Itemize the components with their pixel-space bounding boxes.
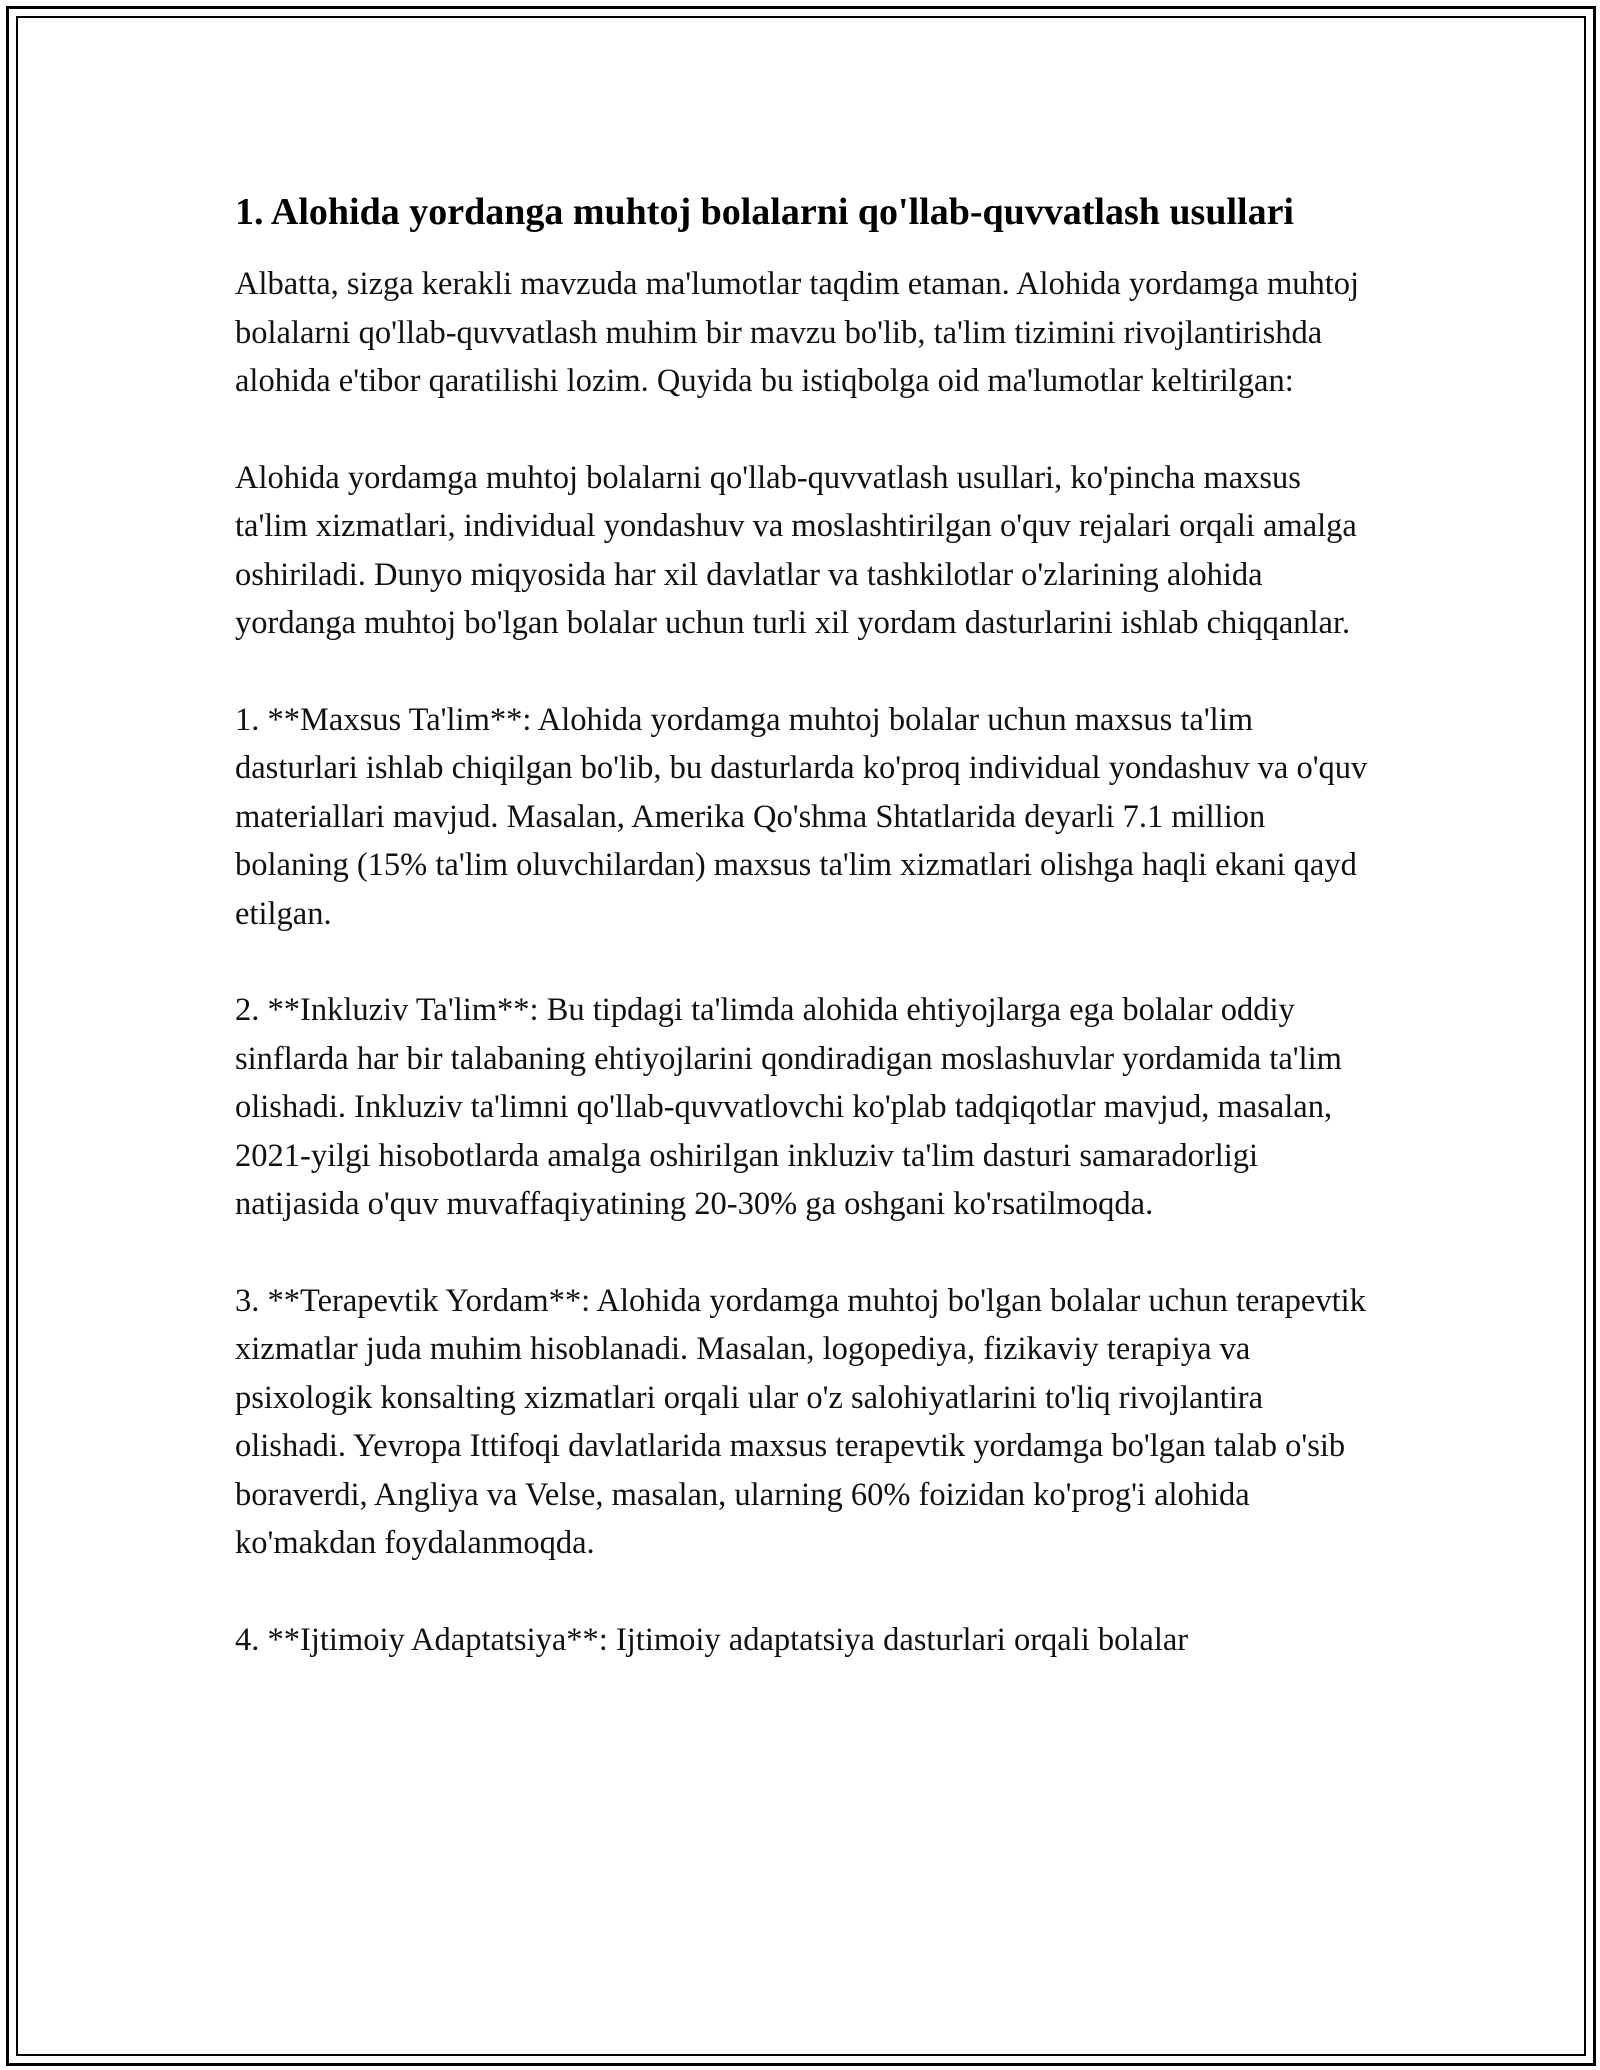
paragraph-item-1: 1. **Maxsus Ta'lim**: Alohida yordamga muhtoj bolalar uchun maxsus ta'lim dasturlari ishlab chiqilgan bo'lib, bu dasturlarda ko'proq individual yondashuv va o'quv materiallari mavjud. Masalan, Amerika Qo'shma Shtatlarida deyarli 7.1 million bolaning (15% ta'lim oluvchilardan) maxsus ta'lim xizmatlari olishga haqli ekani qayd etilgan. xyxy=(235,701,1368,932)
paragraph-overview: Alohida yordamga muhtoj bolalarni qo'llab-quvvatlash usullari, ko'pincha maxsus ta'lim xizmatlari, individual yondashuv va moslashtirilgan o'quv rejalari orqali amalga oshiriladi. Dunyo miqyosida har xil davlatlar va tashkilotlar o'zlarining alohida yordanga muhtoj bo'lgan bolalar uchun turli xil yordam dasturlarini ishlab chiqqanlar. xyxy=(235,459,1357,641)
document-title: 1. Alohida yordanga muhtoj bolalarni qo'llab-quvvatlash usullari xyxy=(235,191,1294,233)
paragraph-item-2: 2. **Inkluziv Ta'lim**: Bu tipdagi ta'limda alohida ehtiyojlarga ega bolalar oddiy sinflarda har bir talabaning ehtiyojlarini qondiradigan moslashuvlar yordamida ta'lim olishadi. Inkluziv ta'limni qo'llab-quvvatlovchi ko'plab tadqiqotlar mavjud, masalan, 2021-yilgi hisobotlarda amalga oshirilgan inkluziv ta'lim dasturi samaradorligi natijasida o'quv muvaffaqiyatining 20-30% ga oshgani ko'rsatilmoqda. xyxy=(235,992,1342,1222)
paragraph-item-3: 3. **Terapevtik Yordam**: Alohida yordamga muhtoj bo'lgan bolalar uchun terapevtik xizmatlar juda muhim hisoblanadi. Masalan, logopediya, fizikaviy terapiya va psixologik konsalting xizmatlari orqali ular o'z salohiyatlarini to'liq rivojlantira olishadi. Yevropa Ittifoqi davlatlarida maxsus terapevtik yordamga bo'lgan talab o'sib boraverdi, Angliya va Velse, masalan, ularning 60% foizidan ko'prog'i alohida ko'makdan foydalanmoqda. xyxy=(235,1282,1366,1561)
paragraph-item-4: 4. **Ijtimoiy Adaptatsiya**: Ijtimoiy adaptatsiya dasturlari orqali bolalar xyxy=(235,1621,1189,1658)
document-body xyxy=(235,185,1380,1712)
paragraph-intro: Albatta, sizga kerakli mavzuda ma'lumotlar taqdim etaman. Alohida yordamga muhtoj bolalarni qo'llab-quvvatlash muhim bir mavzu bo'lib, ta'lim tizimini rivojlantirishda alohida e'tibor qaratilishi lozim. Quyida bu istiqbolga oid ma'lumotlar keltirilgan: xyxy=(235,266,1360,399)
